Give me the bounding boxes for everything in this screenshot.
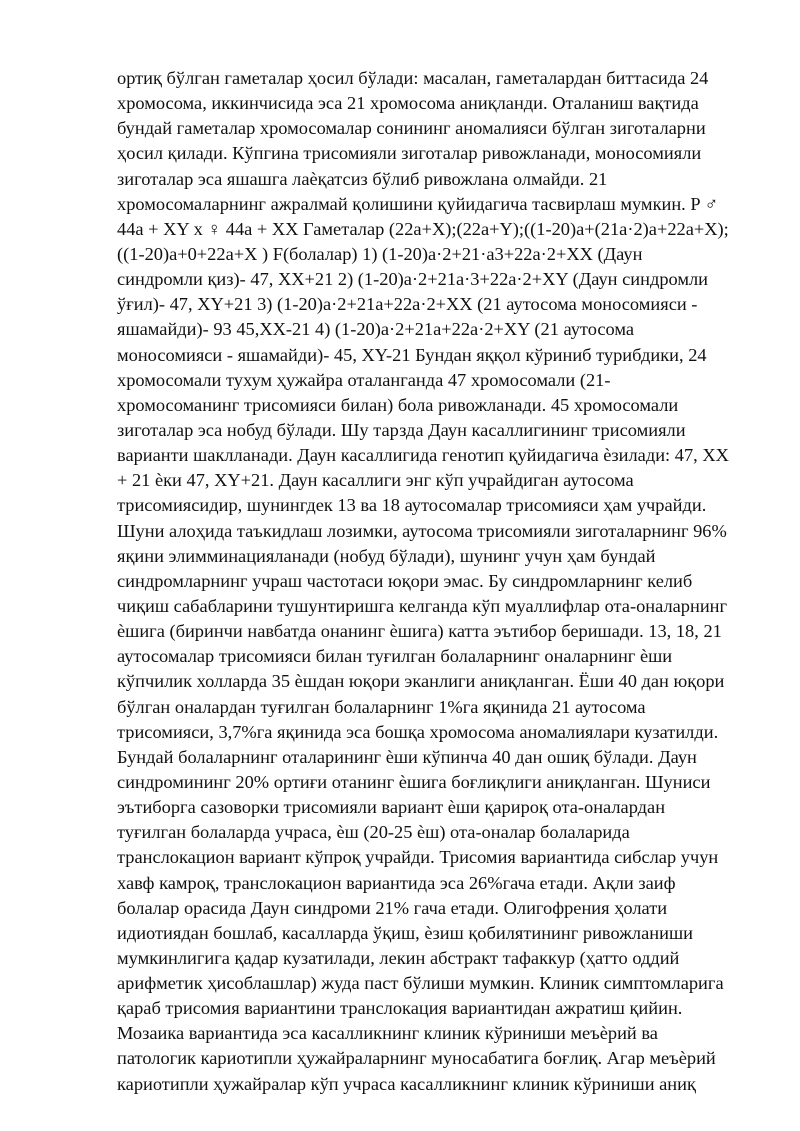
text-line-4: ҳосил қилади. Кўпгина трисомияли зиготалар ривожланади, моносомияли — [117, 143, 702, 164]
text-line-11: яшамайди)- 93 45,XX-21 4) (1-20)a·2+21a+22a·2+XY (21 аутосома — [117, 319, 635, 340]
text-line-40: патологик кариотипли ҳужайраларнинг муносабатига боғлиқ. Агар меъѐрий — [117, 1048, 716, 1069]
text-line-21: синдромларнинг учраш частотаси юқори эмас. Бу синдромларнинг келиб — [117, 570, 693, 591]
document-page — [117, 66, 729, 1097]
text-line-17: + 21 ѐки 47, XY+21. Даун касаллиги энг кўп учрайдиган аутосома — [117, 470, 634, 491]
text-line-9: синдромли қиз)- 47, XX+21 2) (1-20)a·2+21a·3+22a·2+XY (Даун синдромли — [117, 269, 709, 290]
text-line-6: хромосомаларнинг ажралмай қолишини қуйидагича тасвирлаш мумкин. P ♂ — [117, 193, 719, 214]
text-line-36: мумкинлигига қадар кузатилади, лекин абстракт тафаккур (ҳатто оддий — [117, 947, 680, 968]
text-line-33: хавф камроқ, транслокацион вариантида эса 26%гача етади. Ақли заиф — [117, 872, 676, 893]
text-line-19: Шуни алоҳида таъкидлаш лозимки, аутосома трисомияли зиготаларнинг 96% — [117, 520, 727, 541]
text-line-14: хромосоманинг трисомияси билан) бола ривожланади. 45 хромосомали — [117, 394, 679, 415]
text-line-2: хромосома, иккинчисида эса 21 хромосома аниқланди. Оталаниш вақтида — [117, 93, 699, 114]
text-line-10: ўғил)- 47, XY+21 3) (1-20)a·2+21a+22a·2+XX (21 аутосома моносомияси - — [117, 294, 698, 315]
text-line-29: синдромининг 20% ортиғи отанинг ѐшига боғлиқлиги аниқланган. Шуниси — [117, 771, 711, 792]
text-line-12: моносомияси - яшамайди)- 45, XY-21 Бундан яққол кўриниб турибдики, 24 — [117, 344, 707, 365]
text-line-35: идиотиядан бошлаб, касалларда ўқиш, ѐзиш қобилятининг ривожланиши — [117, 922, 693, 943]
text-line-26: бўлган оналардан туғилган болаларнинг 1%га яқинида 21 аутосома — [117, 696, 646, 717]
text-line-32: транслокацион вариант кўпроқ учрайди. Трисомия вариантида сибслар учун — [117, 847, 719, 868]
text-line-25: кўпчилик холларда 35 ѐшдан юқори эканлиги аниқланган. Ёши 40 дан юқори — [117, 671, 725, 692]
text-line-5: зиготалар эса яшашга лаѐқатсиз бўлиб ривожлана олмайди. 21 — [117, 168, 608, 189]
text-line-37: арифметик ҳисоблашлар) жуда паст бўлиши мумкин. Клиник симптомларига — [117, 973, 724, 994]
text-line-20: яқини элимминацияланади (нобуд бўлади), шунинг учун ҳам бундай — [117, 545, 656, 566]
text-line-15: зиготалар эса нобуд бўлади. Шу тарзда Даун касаллигининг трисомияли — [117, 419, 686, 440]
text-line-27: трисомияси, 3,7%га яқинида эса бошқа хромосома аномалиялари кузатилди. — [117, 721, 719, 742]
text-line-30: эътиборга сазоворки трисомияли вариант ѐши қарироқ ота-оналардан — [117, 797, 666, 818]
text-line-24: аутосомалар трисомияси билан туғилган болаларнинг оналарнинг ѐши — [117, 646, 673, 667]
text-line-34: болалар орасида Даун синдроми 21% гача етади. Олигофрения ҳолати — [117, 897, 668, 918]
text-line-39: Мозаика вариантида эса касалликнинг клиник кўриниши меъѐрий ва — [117, 1023, 658, 1044]
text-line-16: варианти шаклланади. Даун касаллигида генотип қуйидагича ѐзилади: 47, XX — [117, 445, 729, 466]
text-line-23: ѐшига (биринчи навбатда онанинг ѐшига) катта эътибор беришади. 13, 18, 21 — [117, 621, 722, 642]
text-line-1: ортиқ бўлган гаметалар ҳосил бўлади: масалан, гаметалардан биттасида 24 — [117, 68, 709, 88]
text-line-7: 44a + XY x ♀ 44a + XX Гаметалар (22a+X);(22a+Y);((1-20)a+(21a·2)a+22a+X); — [117, 218, 729, 239]
text-line-3: бундай гаметалар хромосомалар сонининг аномалияси бўлган зиготаларни — [117, 118, 706, 139]
text-line-8: ((1-20)a+0+22a+X ) F(болалар) 1) (1-20)a·2+21·a3+22a·2+XX (Даун — [117, 243, 643, 264]
text-line-18: трисомиясидир, шунингдек 13 ва 18 аутосомалар трисомияси ҳам учрайди. — [117, 495, 707, 516]
text-line-28: Бундай болаларнинг оталарининг ѐши кўпинча 40 дан ошиқ бўлади. Даун — [117, 746, 697, 767]
text-line-41: кариотипли ҳужайралар кўп учраса касалликнинг клиник кўриниши аниқ — [117, 1073, 696, 1094]
text-line-13: хромосомали тухум ҳужайра оталанганда 47 хромосомали (21- — [117, 369, 611, 390]
text-line-38: қараб трисомия вариантини транслокация вариантидан ажратиш қийин. — [117, 998, 683, 1019]
text-line-22: чиқиш сабабларини тушунтиришга келганда кўп муаллифлар ота-оналарнинг — [117, 595, 728, 616]
text-line-31: туғилган болаларда учраса, ѐш (20-25 ѐш) ота-оналар болаларида — [117, 822, 630, 843]
